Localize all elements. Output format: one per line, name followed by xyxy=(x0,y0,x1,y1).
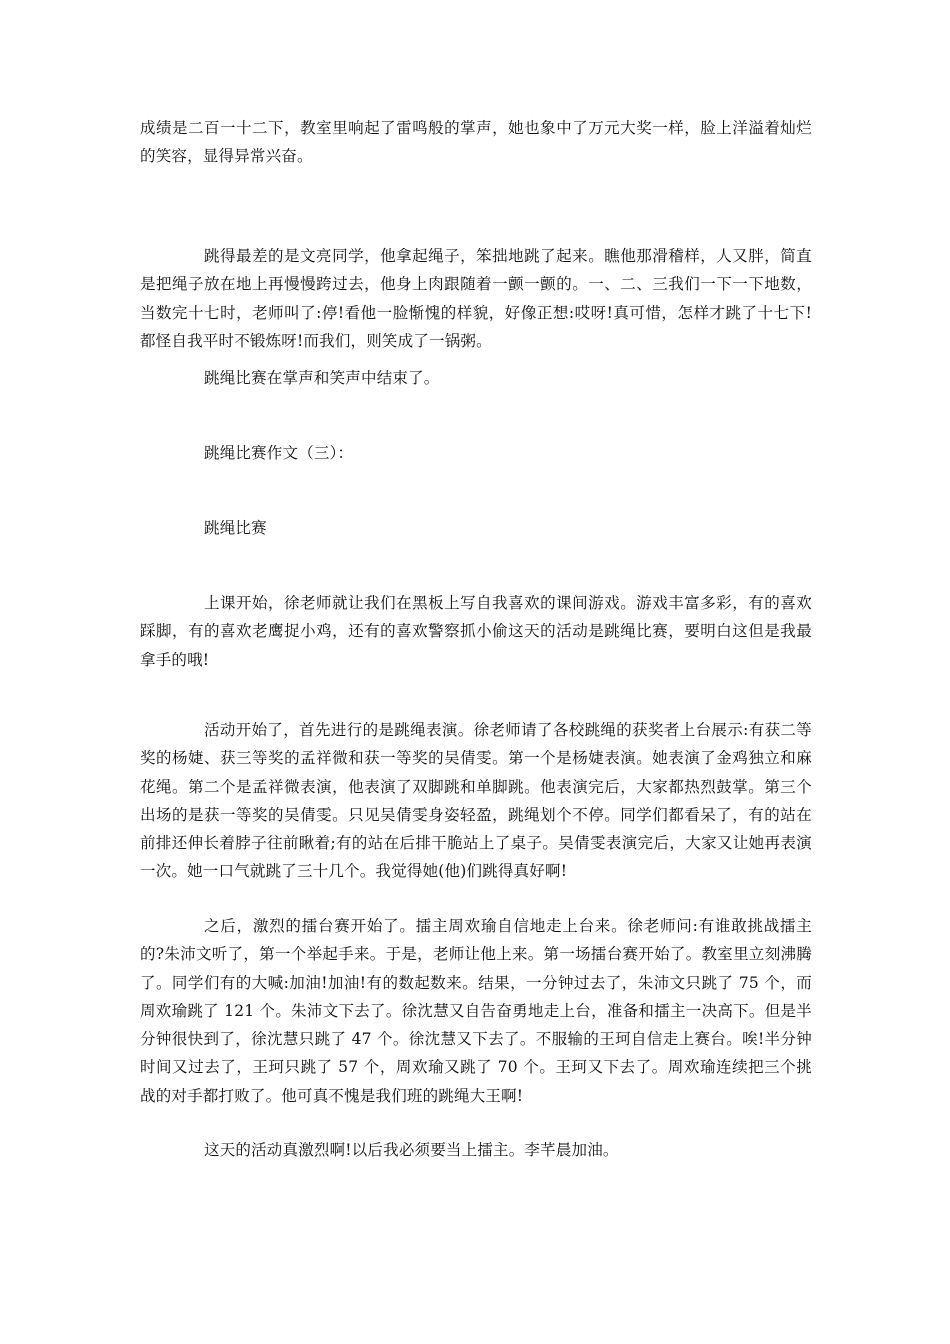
paragraph-worst-jumper: 跳得最差的是文亮同学，他拿起绳子，笨拙地跳了起来。瞧他那滑稽样，人又胖，简直是把绳子放在地上再慢慢跨过去，他身上肉跟随着一颤一颤的。一、二、三我们一下一下地数，当数完十七时，老师叫了:停!看他一脸惭愧的样貌，好像正想:哎呀!真可惜，怎样才跳了十七下!都怪自我平时不锻炼呀!而我们，则笑成了一锅粥。 xyxy=(140,247,812,350)
paragraph-closing: 这天的活动真激烈啊!以后我必须要当上擂主。李芊晨加油。 xyxy=(204,1141,619,1159)
paragraph-contest-end: 跳绳比赛在掌声和笑声中结束了。 xyxy=(204,369,440,387)
essay-title: 跳绳比赛 xyxy=(204,519,267,537)
essay-heading: 跳绳比赛作文（三）： xyxy=(204,444,354,462)
paragraph-continuation: 成绩是二百一十二下，教室里响起了雷鸣般的掌声，她也象中了万元大奖一样，脸上洋溢着灿烂的笑容，显得异常兴奋。 xyxy=(140,119,812,166)
paragraph-performance: 活动开始了，首先进行的是跳绳表演。徐老师请了各校跳绳的获奖者上台展示:有获二等奖的杨婕、获三等奖的孟祥微和获一等奖的吴倩雯。第一个是杨婕表演。她表演了金鸡独立和麻花绳。第二个是孟祥微表演，他表演了双脚跳和单脚跳。他表演完后，大家都热烈鼓掌。第三个出场的是获一等奖的吴倩雯。只见吴倩雯身姿轻盈，跳绳划个不停。同学们都看呆了，有的站在前排还伸长着脖子往前瞅着;有的站在后排干脆站上了桌子。吴倩雯表演完后，大家又让她再表演一次。她一口气就跳了三十几个。我觉得她(他)们跳得真好啊! xyxy=(140,721,812,881)
paragraph-challenge: 之后，激烈的擂台赛开始了。擂主周欢瑜自信地走上台来。徐老师问:有谁敢挑战擂主的?朱沛文听了，第一个举起手来。于是，老师让他上来。第一场擂台赛开始了。教室里立刻沸腾了。同学们有的大喊:加油!加油!有的数起数来。结果，一分钟过去了，朱沛文只跳了 75 个，而周欢瑜跳了 121 个。朱沛文下去了。徐沈慧又自告奋勇地走上台，准备和擂主一决高下。但是半分钟很快到了，徐沈慧只跳了 47 个。徐沈慧又下去了。不服输的王珂自信走上赛台。唉!半分钟时间又过去了，王珂只跳了 57 个，周欢瑜又跳了 70 个。王珂又下去了。周欢瑜连续把三个挑战的对手都打败了。他可真不愧是我们班的跳绳大王啊! xyxy=(140,917,812,1105)
paragraph-class-start: 上课开始，徐老师就让我们在黑板上写自我喜欢的课间游戏。游戏丰富多彩，有的喜欢踩脚，有的喜欢老鹰捉小鸡，还有的喜欢警察抓小偷这天的活动是跳绳比赛，要明白这但是我最拿手的哦! xyxy=(140,594,812,669)
